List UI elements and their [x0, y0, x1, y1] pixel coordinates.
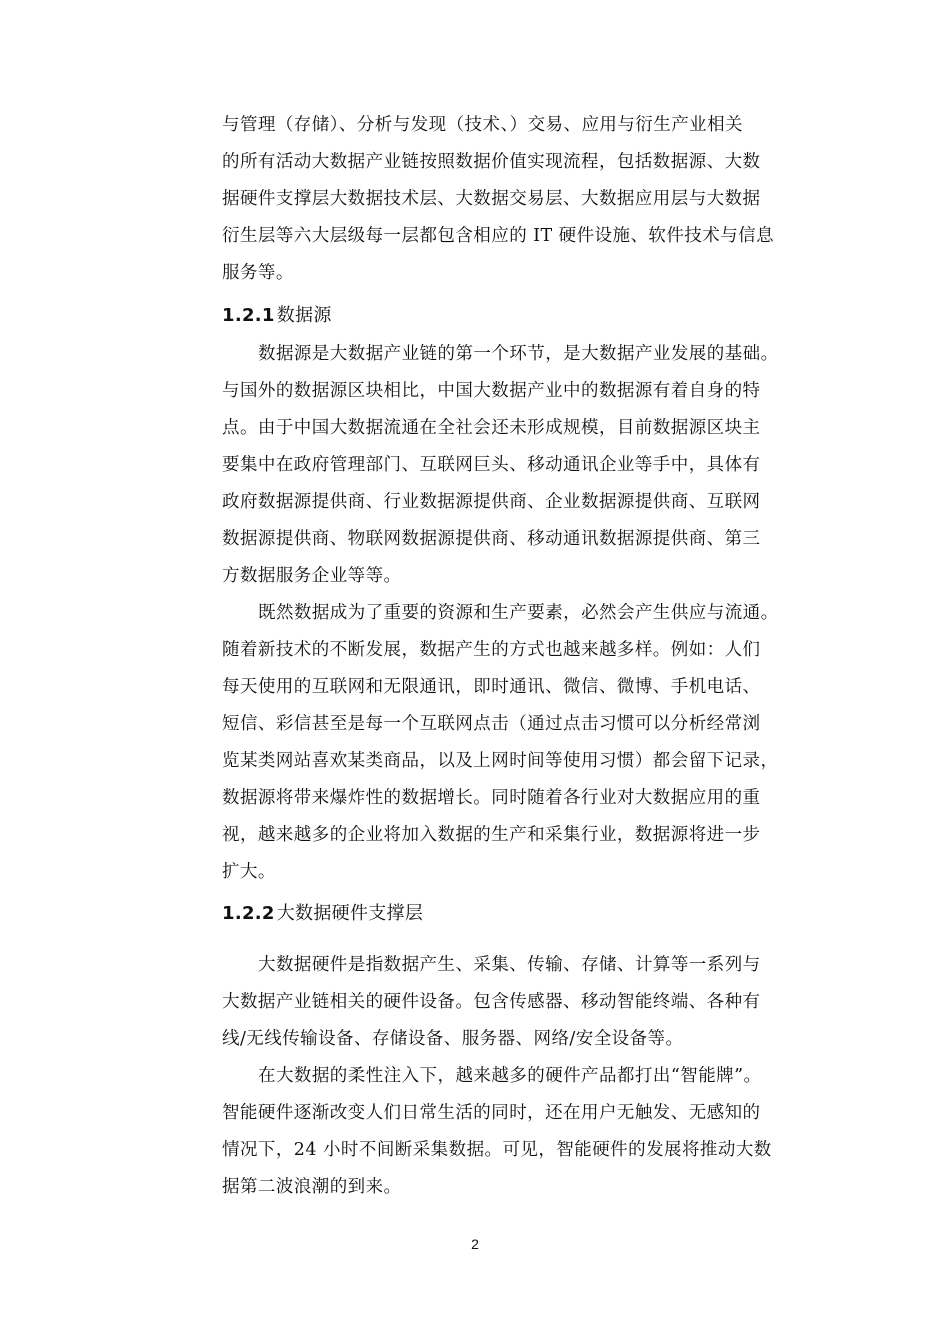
section-number: 1.2.1	[222, 305, 275, 326]
text-line: 大数据产业链相关的硬件设备。包含传感器、移动智能终端、各种有	[222, 992, 761, 1012]
text-line: 政府数据源提供商、行业数据源提供商、企业数据源提供商、互联网	[222, 492, 761, 512]
text-line: 与国外的数据源区块相比，中国大数据产业中的数据源有着自身的特	[222, 381, 761, 401]
text-line: 既然数据成为了重要的资源和生产要素，必然会产生供应与流通。	[258, 603, 779, 623]
text-line: 大数据硬件是指数据产生、采集、传输、存储、计算等一系列与	[258, 955, 761, 975]
intro-paragraph	[222, 107, 775, 292]
hardware-paragraph-1	[222, 947, 761, 1058]
text-line: 情况下，24 小时不间断采集数据。可见，智能硬件的发展将推动大数	[222, 1140, 772, 1160]
hardware-paragraph-2	[222, 1058, 772, 1206]
text-line: 短信、彩信甚至是每一个互联网点击（通过点击习惯可以分析经常浏	[222, 714, 761, 734]
text-line: 数据源是大数据产业链的第一个环节，是大数据产业发展的基础。	[258, 344, 779, 364]
text-line: 览某类网站喜欢某类商品，以及上网时间等使用习惯）都会留下记录，	[222, 751, 779, 771]
data-source-paragraph-1	[222, 336, 779, 595]
text-line: 服务等。	[222, 263, 294, 283]
text-line: 在大数据的柔性注入下，越来越多的硬件产品都打出“智能牌”。	[258, 1066, 762, 1086]
text-line: 数据源将带来爆炸性的数据增长。同时随着各行业对大数据应用的重	[222, 788, 761, 808]
text-line: 线/无线传输设备、存储设备、服务器、网络/安全设备等。	[222, 1029, 684, 1049]
section-heading-data-source	[222, 304, 332, 328]
text-line: 衍生层等六大层级每一层都包含相应的 IT 硬件设施、软件技术与信息	[222, 226, 775, 246]
section-title: 数据源	[276, 305, 332, 326]
section-number: 1.2.2	[222, 903, 275, 924]
text-line: 点。由于中国大数据流通在全社会还未形成规模，目前数据源区块主	[222, 418, 761, 438]
text-line: 据硬件支撑层大数据技术层、大数据交易层、大数据应用层与大数据	[222, 189, 761, 209]
text-line: 随着新技术的不断发展，数据产生的方式也越来越多样。例如：人们	[222, 640, 761, 660]
text-line: 要集中在政府管理部门、互联网巨头、移动通讯企业等手中，具体有	[222, 455, 761, 475]
text-line: 扩大。	[222, 862, 276, 882]
text-line: 的所有活动大数据产业链按照数据价值实现流程，包括数据源、大数	[222, 152, 761, 172]
page-number: 2	[471, 1236, 479, 1252]
data-source-paragraph-2	[222, 595, 779, 891]
section-heading-hardware-layer	[222, 902, 423, 926]
text-line: 与管理（存储）、分析与发现（技术、）交易、应用与衍生产业相关	[222, 115, 743, 135]
text-line: 智能硬件逐渐改变人们日常生活的同时，还在用户无触发、无感知的	[222, 1103, 761, 1123]
section-title: 大数据硬件支撑层	[276, 903, 424, 924]
text-line: 据第二波浪潮的到来。	[222, 1177, 402, 1197]
text-line: 视，越来越多的企业将加入数据的生产和采集行业，数据源将进一步	[222, 825, 761, 845]
text-line: 每天使用的互联网和无限通讯，即时通讯、微信、微博、手机电话、	[222, 677, 761, 697]
text-line: 数据源提供商、物联网数据源提供商、移动通讯数据源提供商、第三	[222, 529, 761, 549]
text-line: 方数据服务企业等等。	[222, 566, 402, 586]
